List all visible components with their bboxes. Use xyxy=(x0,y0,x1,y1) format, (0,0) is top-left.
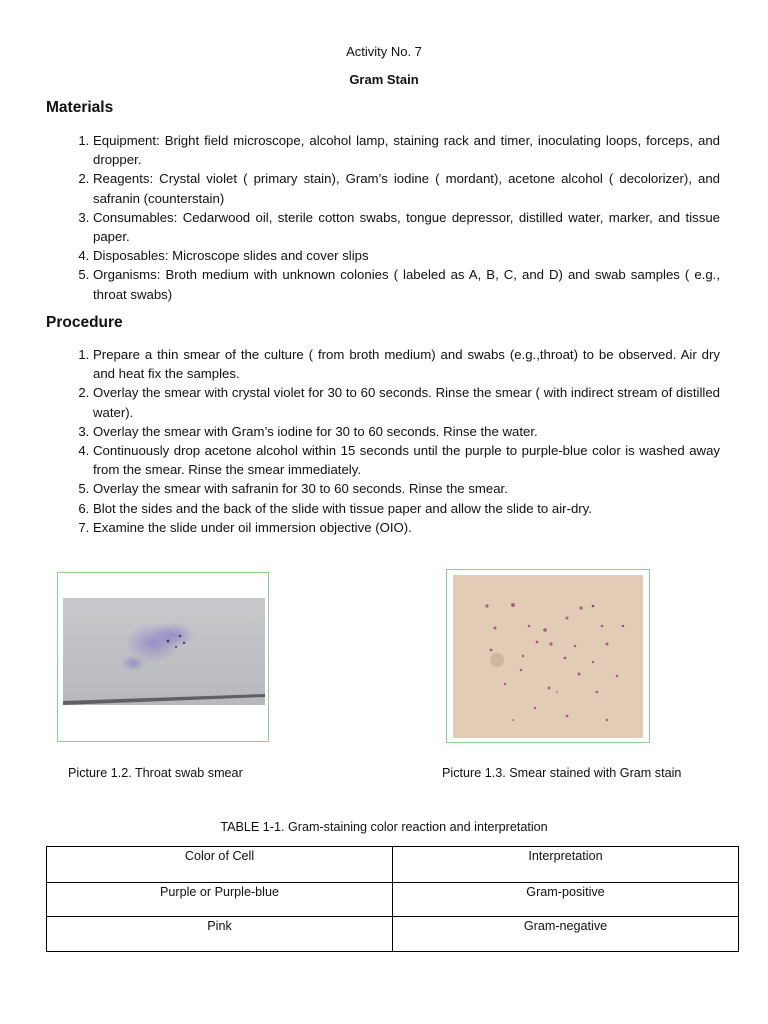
table-row xyxy=(47,883,739,917)
list-item: 6. Blot the sides and the back of the slide with tissue paper and allow the slide to air-dry. xyxy=(93,499,720,518)
materials-list xyxy=(46,131,720,304)
left-picture-caption: Picture 1.2. Throat swab smear xyxy=(68,766,243,780)
list-item: 4. Continuously drop acetone alcohol within 15 seconds until the purple to purple-blue color is washed away from the smear. Rinse the smear immediately. xyxy=(93,441,720,479)
gram-stained-smear-image xyxy=(446,569,650,743)
materials-heading: Materials xyxy=(46,99,114,116)
list-item: 3. Overlay the smear with Gram’s iodine for 30 to 60 seconds. Rinse the water. xyxy=(93,422,720,441)
activity-number: Activity No. 7 xyxy=(346,44,422,59)
list-item: 5. Overlay the smear with safranin for 30 to 60 seconds. Rinse the smear. xyxy=(93,479,720,498)
document-title: Gram Stain xyxy=(349,72,419,87)
table-cell: Gram-positive xyxy=(393,883,739,917)
throat-swab-smear-image xyxy=(57,572,269,742)
list-item: 1. Equipment: Bright field microscope, alcohol lamp, staining rack and timer, inoculating loops, forceps, and dropper. xyxy=(93,131,720,169)
list-item: 1. Prepare a thin smear of the culture ( from broth medium) and swabs (e.g.,throat) to be observed. Air dry and heat fix the samples. xyxy=(93,345,720,383)
list-item: 2. Overlay the smear with crystal violet for 30 to 60 seconds. Rinse the smear ( with indirect stream of distilled water). xyxy=(93,383,720,421)
table-header-row xyxy=(47,847,739,883)
table-header-cell: Interpretation xyxy=(393,847,739,883)
table-cell: Gram-negative xyxy=(393,917,739,952)
list-item: 3. Consumables: Cedarwood oil, sterile cotton swabs, tongue depressor, distilled water, marker, and tissue paper. xyxy=(93,208,720,246)
table-cell: Purple or Purple-blue xyxy=(47,883,393,917)
gram-stain-table xyxy=(46,846,739,952)
table-caption: TABLE 1-1. Gram-staining color reaction and interpretation xyxy=(220,820,548,834)
procedure-heading: Procedure xyxy=(46,314,123,331)
list-item: 4. Disposables: Microscope slides and cover slips xyxy=(93,246,720,265)
list-item: 7. Examine the slide under oil immersion objective (OIO). xyxy=(93,518,720,537)
table-header-cell: Color of Cell xyxy=(47,847,393,883)
list-item: 5. Organisms: Broth medium with unknown colonies ( labeled as A, B, C, and D) and swab samples ( e.g., throat swabs) xyxy=(93,265,720,303)
table-cell: Pink xyxy=(47,917,393,952)
right-picture-caption: Picture 1.3. Smear stained with Gram stain xyxy=(442,766,682,780)
list-item: 2. Reagents: Crystal violet ( primary stain), Gram’s iodine ( mordant), acetone alcohol ( decolorizer), and safranin (counterstain) xyxy=(93,169,720,207)
table-row xyxy=(47,917,739,952)
procedure-list xyxy=(46,345,720,537)
